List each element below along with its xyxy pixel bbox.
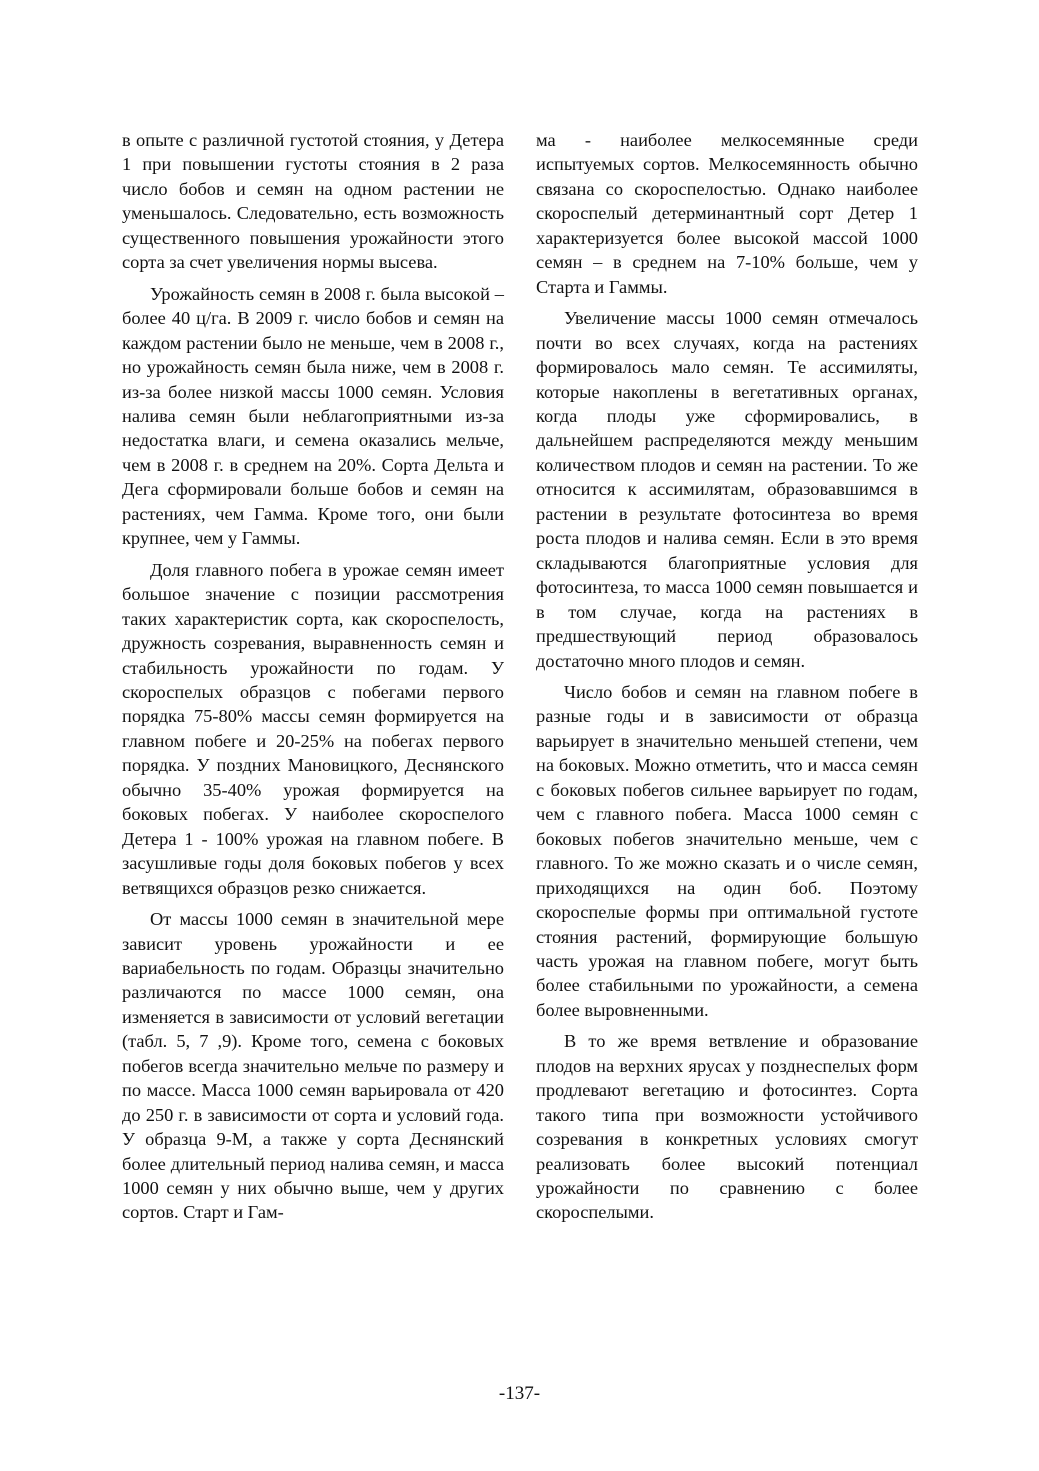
body-paragraph: Увеличение массы 1000 семян отмечалось почти во всех случаях, когда на растениях формировалось мало семян. Те ассимиляты, которые накоплены в вегетативных органах, когда плоды уже сформировались, в дальнейшем распределяются между меньшим количеством плодов и семян на растении. То же относится к ассимилятам, образовавшимся в растении в результате фотосинтеза во время роста плодов и налива семян. Если в это время складываются благоприятные условия для фотосинтеза, то масса 1000 семян повышается и в том случае, когда на растениях в предшествующий период образовалось достаточно много плодов и семян.	[536, 308, 918, 671]
body-paragraph: Урожайность семян в 2008 г. была высокой – более 40 ц/га. В 2009 г. число бобов и семян на каждом растении было не меньше, чем в 2008 г., но урожайность семян была ниже, чем в 2008 г. из-за более низкой массы 1000 семян. Условия налива семян были неблагоприятными из-за недостатка влаги, и семена оказались мельче, чем в 2008 г. в среднем на 20%. Сорта Дельта и Дега сформировали больше бобов и семян на растениях, чем Гамма. Кроме того, они были крупнее, чем у Гаммы.	[122, 283, 504, 549]
body-paragraph: ма - наиболее мелкосемянные среди испытуемых сортов. Мелкосемянность обычно связана со скороспелостью. Однако наиболее скороспелый детерминантный сорт Детер 1 характеризуется более высокой массой 1000 семян – в среднем на 7-10% больше, чем у Старта и Гаммы.	[536, 130, 918, 297]
page-number: -137-	[498, 1383, 541, 1404]
body-paragraph: в опыте с различной густотой стояния, у Детера 1 при повышении густоты стояния в 2 раза число бобов и семян на одном растении не уменьшалось. Следовательно, есть возможность существенного повышения урожайности этого сорта за счет увеличения нормы высева.	[122, 130, 504, 273]
body-paragraph: В то же время ветвление и образование плодов на верхних ярусах у позднеспелых форм продлевают вегетацию и фотосинтез. Сорта такого типа при возможности устойчивого созревания в конкретных условиях смогут реализовать более высокий потенциал урожайности по сравнению с более скороспелыми.	[536, 1031, 918, 1223]
body-paragraph: От массы 1000 семян в значительной мере зависит уровень урожайности и ее вариабельность по годам. Образцы значительно различаются по массе 1000 семян, она изменяется в зависимости от условий вегетации (табл. 5, 7 ,9). Кроме того, семена с боковых побегов всегда значительно мельче по размеру и по массе. Масса 1000 семян варьировала от 420 до 250 г. в зависимости от сорта и условий года. У образца 9-М, а также у сорта Деснянский более длительный период налива семян, и масса 1000 семян у них обычно выше, чем у других сортов. Старт и Гам-	[122, 909, 504, 1223]
body-paragraph: Число бобов и семян на главном побеге в разные годы и в зависимости от образца варьирует в значительно меньшей степени, чем на боковых. Можно отметить, что и масса семян с боковых побегов сильнее варьирует по годам, чем с главного побега. Масса 1000 семян с боковых побегов значительно меньше, чем с главного. То же можно сказать и о числе семян, приходящихся на один боб. Поэтому скороспелые формы при оптимальной густоте стояния растений, формирующие большую часть урожая на главном побеге, могут быть более стабильными по урожайности, а семена более выровненными.	[536, 681, 918, 1020]
body-paragraph: Доля главного побега в урожае семян имеет большое значение с позиции рассмотрения таких характеристик сорта, как скороспелость, дружность созревания, выравненность семян и стабильность урожайности по годам. У скороспелых образцов с побегами первого порядка 75-80% массы семян формируется на главном побеге и 20-25% на побегах первого порядка. У поздних Мановицкого, Деснянского обычно 35-40% урожая формируется на боковых побегах. У наиболее скороспелого Детера 1 - 100% урожая на главном побеге. В засушливые годы доля боковых побегов у всех ветвящихся образцов резко снижается.	[122, 559, 504, 898]
left-text-column	[122, 128, 504, 1232]
right-text-column	[536, 128, 918, 1232]
